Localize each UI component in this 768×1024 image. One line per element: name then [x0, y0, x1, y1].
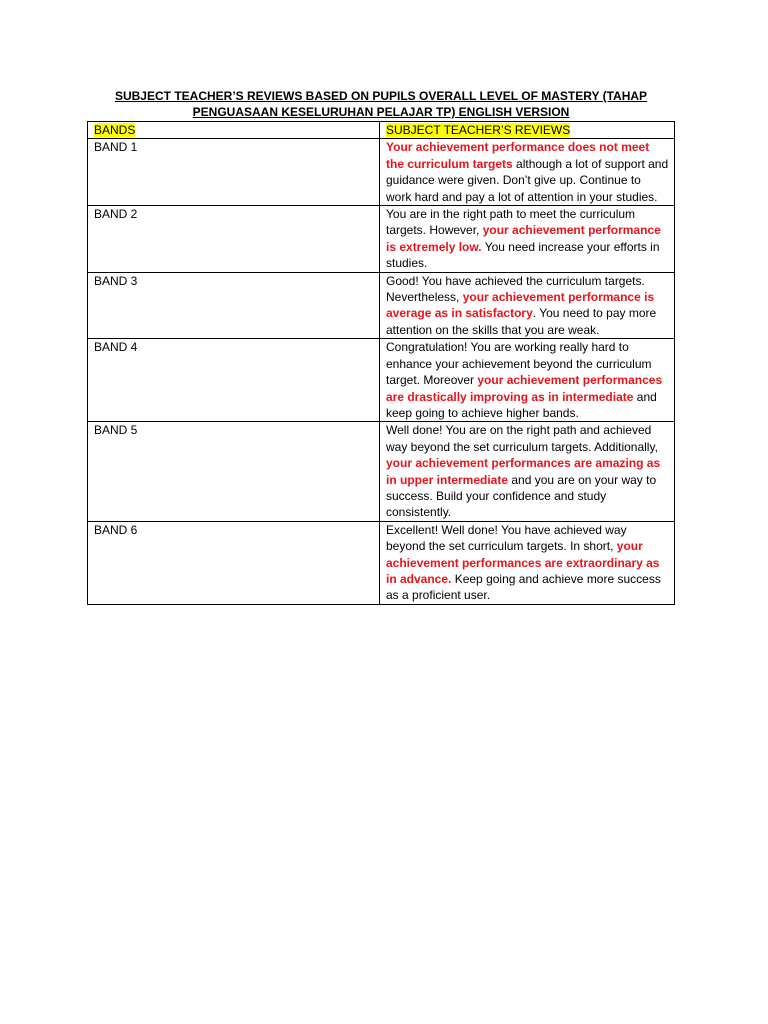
- review-text: and you are on your way to success. Build your confidence and study consistently.: [386, 472, 657, 520]
- table-row: [88, 272, 675, 339]
- review-emphasis-text: your achievement performances are extraordinary as in advance.: [386, 539, 660, 586]
- review-cell: [380, 206, 675, 273]
- table-row: [88, 339, 675, 422]
- review-emphasis-text: Your achievement performance does not meet the curriculum targets: [386, 140, 650, 171]
- table-row: [88, 206, 675, 273]
- review-text: You need increase your efforts in studies.: [386, 239, 660, 271]
- review-emphasis-text: your achievement performance is average as in satisfactory: [386, 290, 655, 321]
- table-header-row: [88, 122, 675, 139]
- review-text: Well done! You are on the right path and achieved way beyond the set curriculum targets. Additionally,: [386, 423, 658, 454]
- review-text: although a lot of support and guidance were given. Don’t give up. Continue to work hard and pay a lot of attention in your studies.: [386, 156, 669, 204]
- table-row: [88, 139, 675, 206]
- title-line-2: PENGUASAAN KESELURUHAN PELAJAR TP) ENGLISH VERSION: [192, 105, 570, 119]
- review-emphasis-text: your achievement performances are drastically improving as in intermediate: [386, 373, 663, 404]
- header-reviews: SUBJECT TEACHER’S REVIEWS: [386, 123, 571, 137]
- table-row: [88, 521, 675, 604]
- band-cell: BAND 2: [88, 206, 380, 273]
- band-cell: BAND 1: [88, 139, 380, 206]
- review-emphasis-text: your achievement performances are amazing as in upper intermediate: [386, 456, 661, 487]
- review-cell: [380, 272, 675, 339]
- review-text: and keep going to achieve higher bands.: [386, 389, 657, 420]
- table-row: [88, 422, 675, 521]
- band-cell: BAND 4: [88, 339, 380, 422]
- review-cell: [380, 422, 675, 521]
- review-cell: [380, 339, 675, 422]
- review-text: Keep going and achieve more success as a proficient user.: [386, 571, 661, 603]
- band-cell: BAND 5: [88, 422, 380, 521]
- review-text: Good! You have achieved the curriculum targets. Nevertheless,: [386, 273, 645, 305]
- review-emphasis-text: your achievement performance is extremely low.: [386, 223, 661, 254]
- review-text: Excellent! Well done! You have achieved way beyond the set curriculum targets. In short,: [386, 522, 627, 554]
- band-cell: BAND 3: [88, 272, 380, 339]
- review-text: Congratulation! You are working really hard to enhance your achievement beyond the curriculum target. Moreover: [386, 340, 652, 388]
- review-cell: [380, 139, 675, 206]
- review-cell: [380, 521, 675, 604]
- header-bands: BANDS: [94, 123, 136, 137]
- band-cell: BAND 6: [88, 521, 380, 604]
- review-text: You are in the right path to meet the curriculum targets. However,: [386, 207, 636, 238]
- header-cell-reviews: [380, 122, 675, 139]
- header-cell-bands: [88, 122, 380, 139]
- review-text: . You need to pay more attention on the skills that you are weak.: [386, 306, 657, 337]
- title-line-1: SUBJECT TEACHER’S REVIEWS BASED ON PUPILS OVERALL LEVEL OF MASTERY (TAHAP: [114, 89, 648, 103]
- document-title: [87, 88, 675, 120]
- band-review-table: [87, 121, 675, 605]
